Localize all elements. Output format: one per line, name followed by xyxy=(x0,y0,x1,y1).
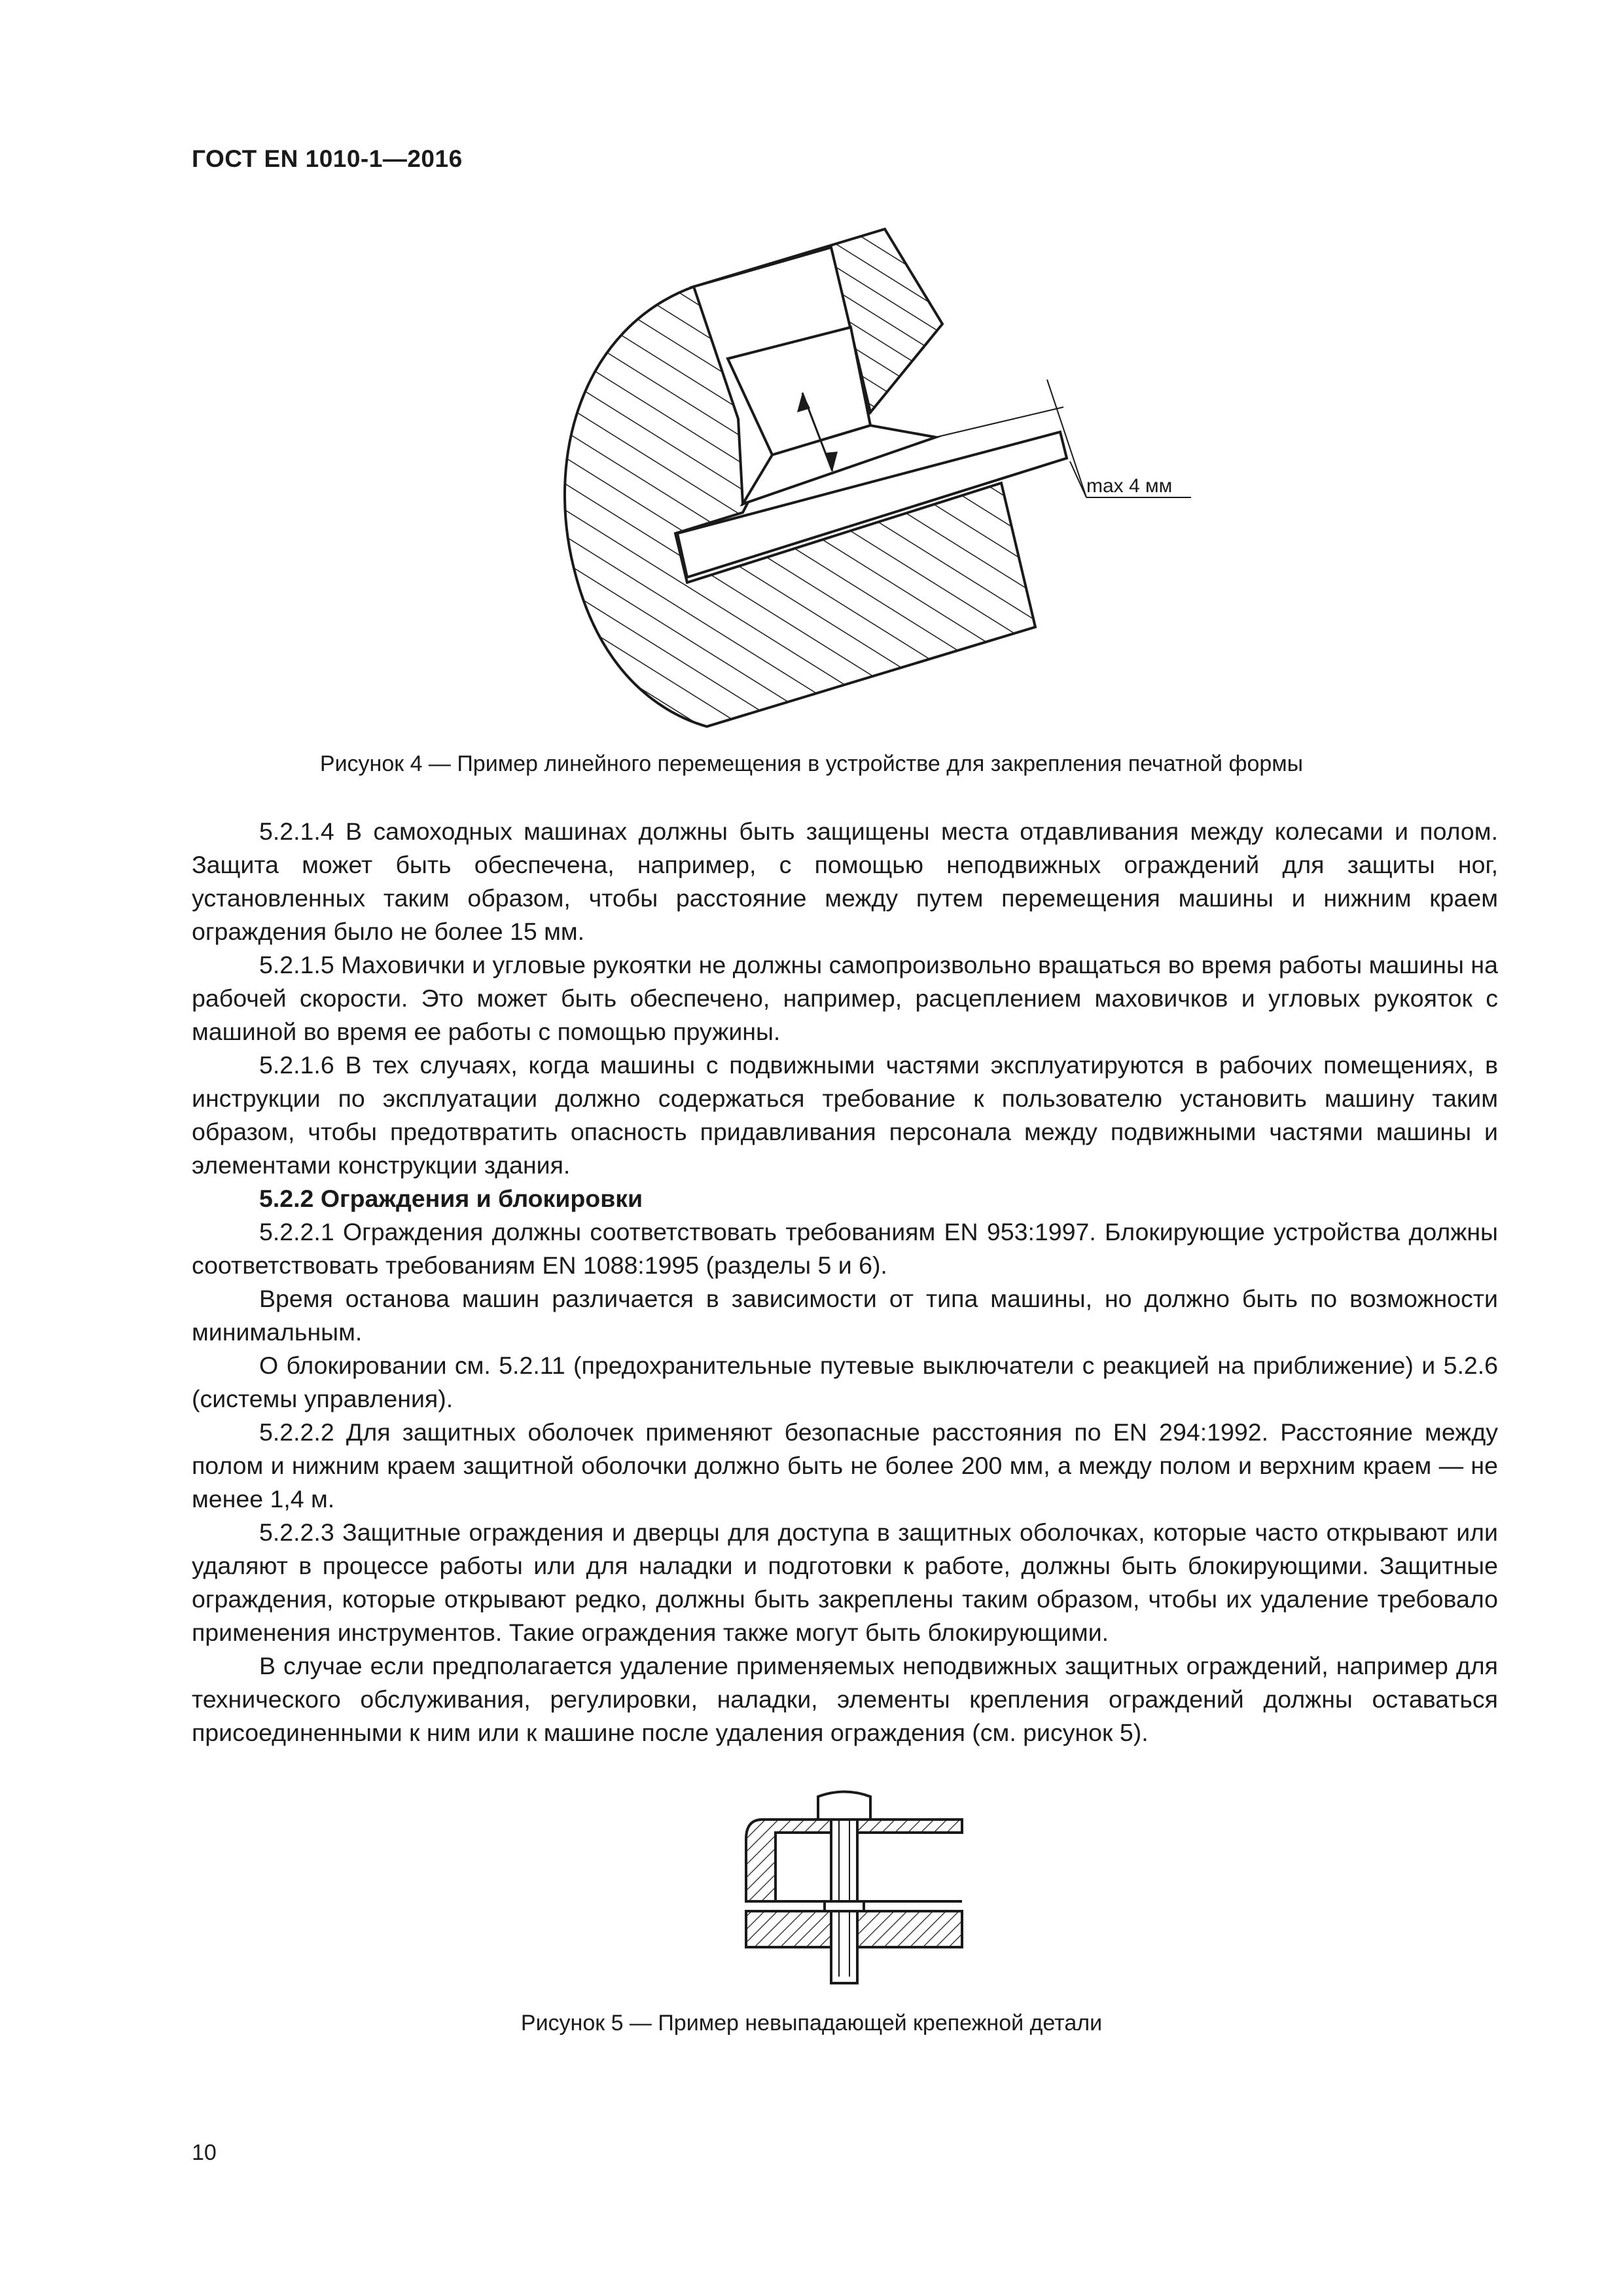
paragraph: 5.2.2.1 Ограждения должны соответствовать требованиям EN 953:1997. Блокирующие устройства должны соответствовать требованиям EN 1088:1995 (разделы 5 и 6). xyxy=(192,1218,1498,1279)
paragraph: 5.2.1.6 В тех случаях, когда машины с подвижными частями эксплуатируются в рабочих помещениях, в инструкции по эксплуатации должно содержаться требование к пользователю установить машину таким образом, чтобы предотвратить опасность придавливания персонала между подвижными частями машины и элементами конструкции здания. xyxy=(192,1051,1498,1179)
section-heading: 5.2.2 Ограждения и блокировки xyxy=(259,1185,643,1212)
page-number: 10 xyxy=(192,2140,217,2165)
figure-5-caption: Рисунок 5 — Пример невыпадающей крепежной детали xyxy=(520,2011,1103,2036)
page-header: ГОСТ EN 1010-1—2016 xyxy=(192,145,463,172)
paragraph: 5.2.2.2 Для защитных оболочек применяют безопасные расстояния по EN 294:1992. Расстояние между полом и нижним краем защитной оболочки должно быть не более 200 мм, а между полом и верхним краем — не менее 1,4 м. xyxy=(192,1418,1498,1513)
paragraph: Время останова машин различается в зависимости от типа машины, но должно быть по возможности минимальным. xyxy=(192,1285,1498,1346)
paragraph: 5.2.1.5 Маховички и угловые рукоятки не должны самопроизвольно вращаться во время работы машины на рабочей скорости. Это может быть обеспечено, например, расцеплением маховичков и угловых рукояток с машиной во время ее работы с помощью пружины. xyxy=(192,951,1498,1045)
figure-4-drawing xyxy=(537,223,1217,740)
paragraph: В случае если предполагается удаление применяемых неподвижных защитных ограждений, например для технического обслуживания, регулировки, наладки, элементы крепления ограждений должны оставаться присоединенными к ним или к машине после удаления ограждения (см. рисунок 5). xyxy=(192,1652,1498,1746)
body-text xyxy=(192,815,1498,1749)
paragraph: О блокировании см. 5.2.11 (предохранительные путевые выключатели с реакцией на приближение) и 5.2.6 (системы управления). xyxy=(192,1352,1498,1412)
paragraph: 5.2.2.3 Защитные ограждения и дверцы для доступа в защитных оболочках, которые часто открывают или удаляют в процессе работы или для наладки и подготовки к работе, должны быть блокирующими. Защитные ограждения, которые открывают редко, должны быть закреплены таким образом, чтобы их удаление требовало применения инструментов. Такие ограждения также могут быть блокирующими. xyxy=(192,1518,1498,1646)
figure-4-caption: Рисунок 4 — Пример линейного перемещения в устройстве для закрепления печатной формы xyxy=(319,751,1304,776)
paragraph: 5.2.1.4 В самоходных машинах должны быть защищены места отдавливания между колесами и полом. Защита может быть обеспечена, например, с помощью неподвижных ограждений для защиты ног, установленных таким образом, чтобы расстояние между путем перемещения машины и нижним краем ограждения было не более 15 мм. xyxy=(192,817,1498,945)
dimension-label: max 4 мм xyxy=(1086,475,1173,497)
figure-5-drawing xyxy=(726,1780,969,2003)
